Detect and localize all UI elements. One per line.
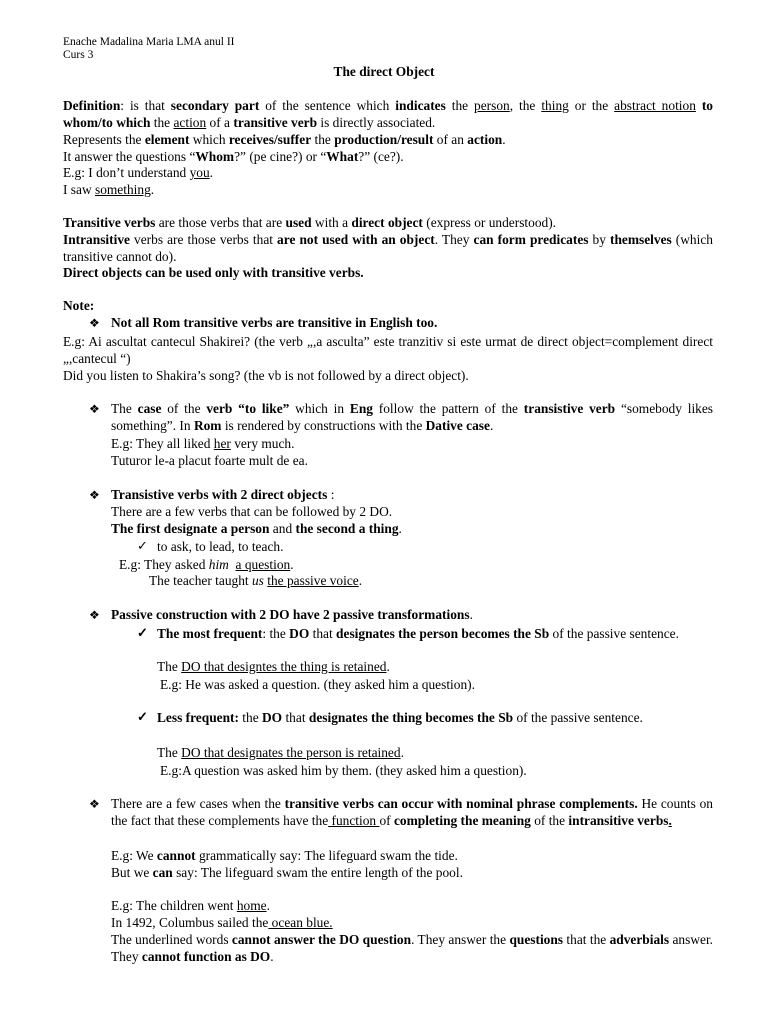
diamond-bullet-icon: ❖ — [89, 402, 100, 416]
passive-example: E.g: He was asked a question. (they asked him a question). — [160, 677, 475, 692]
check-icon: ✓ — [137, 625, 148, 640]
passive-retained: The DO that designates the person is retained. — [157, 745, 404, 760]
diamond-bullet-icon: ❖ — [89, 608, 100, 622]
like-example: E.g: They all liked her very much. — [111, 436, 295, 451]
like-paragraph: The case of the verb “to like” which in Eng follow the pattern of the transistive verb “somebody likes something”. In Rom is rendered by constructions with the Dative case. — [111, 401, 714, 433]
represents-line: Represents the element which receives/suffer the production/result of an action. — [63, 132, 506, 147]
definition-paragraph: Definition: is that secondary part of the sentence which indicates the person, the thing or the abstract notion to whom/to which the action of a transitive verb is directly associated. — [63, 98, 713, 130]
note-bullet-text: Not all Rom transitive verbs are transitive in English too. — [111, 315, 438, 330]
note-label: Note: — [63, 298, 95, 313]
author-line: Enache Madalina Maria LMA anul II — [63, 36, 235, 48]
page-title: The direct Object — [333, 64, 435, 79]
direct-object-rule: Direct objects can be used only with transitive verbs. — [63, 265, 364, 280]
passive-most-frequent: The most frequent: the DO that designates the person becomes the Sb of the passive sentence. — [157, 626, 679, 641]
example-line: E.g: I don’t understand you. — [63, 165, 214, 180]
two-do-heading: Transistive verbs with 2 direct objects : — [111, 487, 335, 502]
passive-retained: The DO that designtes the thing is retained. — [157, 659, 390, 674]
nominal-example: E.g: The children went home. — [111, 898, 270, 913]
example-line: I saw something. — [63, 182, 155, 197]
transitive-definition: Transitive verbs are those verbs that are used with a direct object (express or understood). — [63, 215, 557, 230]
diamond-bullet-icon: ❖ — [89, 316, 100, 330]
nominal-conclusion: The underlined words cannot answer the DO question. They answer the questions that the adverbials answer. They cannot function as DO. — [111, 932, 714, 964]
nominal-example: But we can say: The lifeguard swam the entire length of the pool. — [111, 865, 463, 880]
two-do-line: There are a few verbs that can be followed by 2 DO. — [111, 504, 393, 519]
passive-heading: Passive construction with 2 DO have 2 passive transformations. — [111, 607, 473, 622]
passive-less-frequent: Less frequent: the DO that designates the thing becomes the Sb of the passive sentence. — [157, 710, 643, 725]
check-icon: ✓ — [137, 538, 148, 553]
intransitive-definition: Intransitive verbs are those verbs that are not used with an object. They can form predicates by themselves (which transitive cannot do). — [63, 232, 713, 264]
check-icon: ✓ — [137, 709, 148, 724]
note-example: E.g: Ai ascultat cantecul Shakirei? (the verb „,a asculta” este tranzitiv si este urmat de direct object=complement direct „,cantecul “) — [63, 334, 713, 366]
two-do-line: The first designate a person and the second a thing. — [111, 521, 402, 536]
diamond-bullet-icon: ❖ — [89, 488, 100, 502]
passive-example: E.g:A question was asked him by them. (they asked him a question). — [160, 763, 527, 778]
nominal-example: E.g: We cannot grammatically say: The lifeguard swam the tide. — [111, 848, 458, 863]
two-do-example: The teacher taught us the passive voice. — [149, 573, 363, 588]
nominal-example: In 1492, Columbus sailed the ocean blue. — [111, 915, 333, 930]
diamond-bullet-icon: ❖ — [89, 797, 100, 811]
two-do-example: E.g: They asked him a question. — [119, 557, 294, 572]
verb-list: to ask, to lead, to teach. — [157, 539, 284, 554]
note-example-translation: Did you listen to Shakira’s song? (the vb is not followed by a direct object). — [63, 368, 469, 383]
questions-line: It answer the questions “Whom?” (pe cine?) or “What?” (ce?). — [63, 149, 404, 164]
like-translation: Tuturor le-a placut foarte mult de ea. — [111, 453, 308, 468]
document-header — [63, 36, 234, 62]
nominal-paragraph: There are a few cases when the transitive verbs can occur with nominal phrase complements. He counts on the fact that these complements have the function of completing the meaning of the intransitive verbs. — [111, 796, 713, 828]
course-line: Curs 3 — [63, 49, 94, 61]
